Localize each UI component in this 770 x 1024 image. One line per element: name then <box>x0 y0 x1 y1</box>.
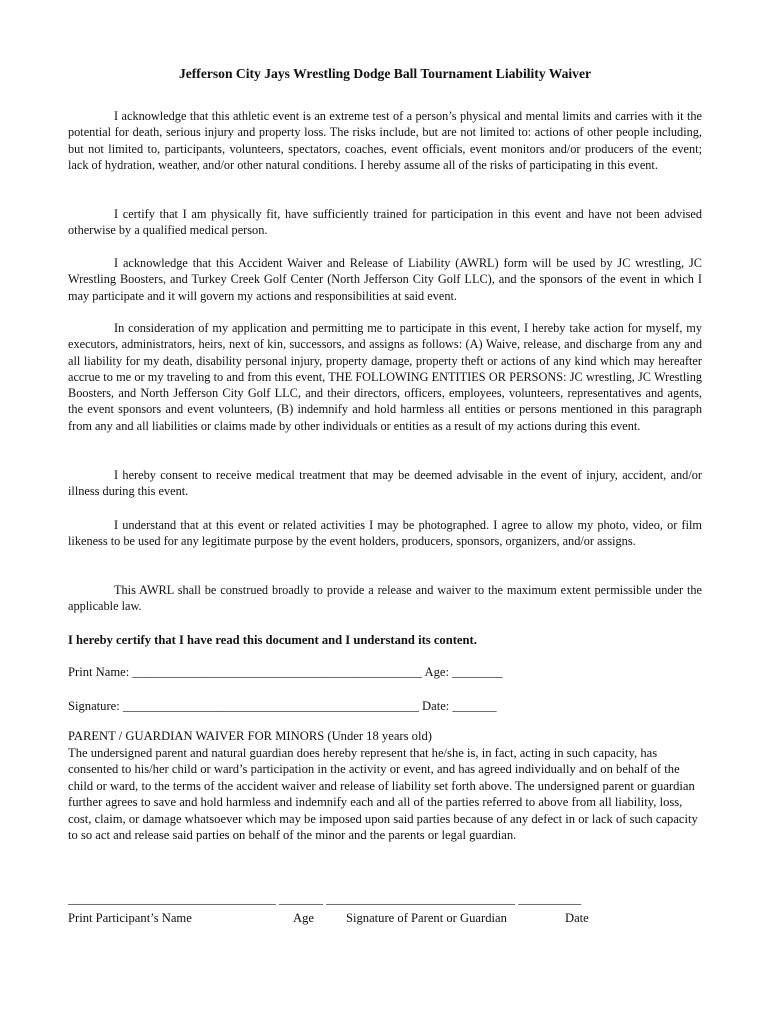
medical-consent-paragraph: I hereby consent to receive medical treatment that may be deemed advisable in the event of injury, accident, and/or illness during this event. <box>68 468 702 499</box>
photo-release-paragraph: I understand that at this event or related activities I may be photographed. I agree to allow my photo, video, or film likeness to be used for any legitimate purpose by the event holders, producers, sponsors, organizers, and/or assigns. <box>68 518 702 549</box>
construction-paragraph: This AWRL shall be construed broadly to provide a release and waiver to the maximum extent permissible under the applicable law. <box>68 583 702 614</box>
minors-waiver-heading: PARENT / GUARDIAN WAIVER FOR MINORS (Under 18 years old) <box>68 729 432 743</box>
fitness-certification-paragraph: I certify that I am physically fit, have sufficiently trained for participation in this event and have not been advised otherwise by a qualified medical person. <box>68 207 702 238</box>
guardian-signature-lines[interactable]: _________________________________ _______ ______________________________ __________ <box>68 892 582 906</box>
minors-waiver-text: The undersigned parent and natural guardian does hereby represent that he/she is, in fact, acting in such capacity, has consented to his/her child or ward’s participation in the activity or event, and has agreed individually and on behalf of the child or ward, to the terms of the accident waiver and release of liability set forth above. The undersigned parent or guardian further agrees to save and hold harmless and indemnify each and all of the parties referred to above from all liability, loss, cost, claim, or damage whatsoever which may be imposed upon said parties because of any defect in or lack of such capacity to so act and release said parties on behalf of the minor and the parents or legal guardian. <box>68 746 698 843</box>
document-title: Jefferson City Jays Wrestling Dodge Ball Tournament Liability Waiver <box>178 66 592 81</box>
guardian-date-label: Date <box>565 911 589 925</box>
awrl-usage-paragraph: I acknowledge that this Accident Waiver and Release of Liability (AWRL) form will be used by JC wrestling, JC Wrestling Boosters, and Turkey Creek Golf Center (North Jefferson City Golf LLC), and the sponsors of the event in which I may participate and it will govern my actions and responsibilities at said event. <box>68 256 702 303</box>
risk-acknowledgement-paragraph: I acknowledge that this athletic event is an extreme test of a person’s physical and mental limits and carries with it the potential for death, serious injury and property loss. The risks include, but are not limited to: actions of other people including, but not limited to, participants, volunteers, spectators, coaches, event officials, event monitors and/or producers of the event; lack of hydration, weather, and/or other natural conditions. I hereby assume all of the risks of participating in this event. <box>68 109 702 172</box>
participant-name-label: Print Participant’s Name <box>68 911 192 925</box>
print-name-age-field[interactable]: Print Name: ______________________________________________ Age: ________ <box>68 665 503 679</box>
guardian-signature-label: Signature of Parent or Guardian <box>346 911 507 925</box>
participant-age-label: Age <box>293 911 314 925</box>
certify-statement: I hereby certify that I have read this document and I understand its content. <box>68 633 477 647</box>
release-consideration-paragraph: In consideration of my application and permitting me to participate in this event, I hereby take action for myself, my executors, administrators, heirs, next of kin, successors, and assigns as follows: (A) Waive, release, and discharge from any and all liability for my death, disability personal injury, property damage, property theft or actions of any kind which may hereafter accrue to me or my traveling to and from this event, THE FOLLOWING ENTITIES OR PERSONS: JC wrestling, JC Wrestling Boosters, and North Jefferson City Golf LLC, and their directors, officers, employees, volunteers, representatives and agents, the event sponsors and event volunteers, (B) indemnify and hold harmless all entities or persons mentioned in this paragraph from any and all liabilities or claims made by other individuals or entities as a result of my actions during this event. <box>68 321 702 433</box>
signature-date-field[interactable]: Signature: _______________________________________________ Date: _______ <box>68 699 497 713</box>
